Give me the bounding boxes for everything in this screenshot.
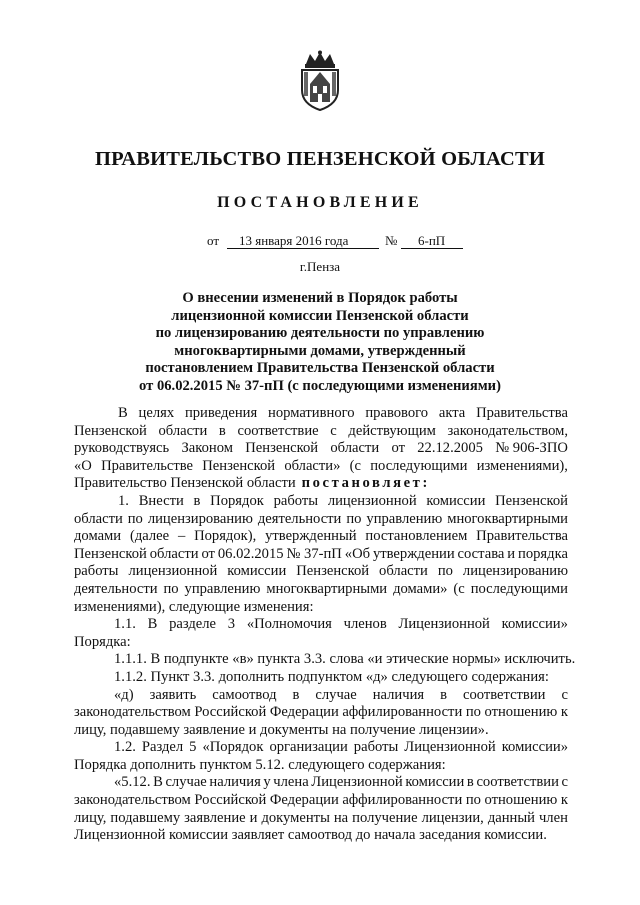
word: лицензированию — [462, 563, 568, 580]
word: домами» — [393, 580, 448, 597]
word: Внести — [138, 492, 184, 509]
word: лицензионной — [128, 563, 218, 580]
text-line — [74, 581, 568, 599]
word: (с — [453, 580, 465, 597]
heading-line: постановлением Правительства Пензенской области — [145, 360, 495, 377]
coat-of-arms-emblem — [296, 50, 344, 112]
paragraph-text: лицу, подавшему заявление и документы на получение лицензии». — [74, 721, 489, 738]
word: целях — [138, 405, 175, 421]
word: организации — [269, 739, 348, 756]
heading-line: по лицензированию деятельности по управлению — [155, 325, 485, 342]
word: Пензенской — [74, 422, 147, 439]
word: деятельности — [74, 580, 158, 597]
word: Правительства — [476, 528, 568, 545]
word: домами — [74, 528, 122, 545]
paragraph-text: 1.1.1. В подпункте «в» пункта 3.3. слова «и этические нормы» исключить. — [114, 651, 576, 668]
word: разделе — [169, 616, 217, 633]
word: нормативного — [268, 405, 355, 421]
word: законодательством, — [447, 422, 568, 439]
word: по — [127, 510, 143, 527]
word: соответствие — [237, 422, 319, 439]
word: области — [330, 440, 380, 457]
word: заявление — [184, 809, 246, 826]
heading-line: многоквартирными домами, утвержденный — [174, 342, 466, 359]
word: к — [560, 704, 568, 721]
text-line — [74, 827, 568, 845]
word: законодательством — [74, 792, 191, 809]
word: получение — [352, 809, 418, 826]
document-body — [74, 405, 576, 845]
text-line — [74, 792, 568, 810]
word: «5.12. — [114, 774, 151, 791]
word: 1.2. — [114, 739, 136, 756]
word: и — [249, 809, 258, 826]
word: Федерации — [269, 792, 339, 809]
text-line — [74, 546, 568, 564]
text-line — [74, 739, 568, 757]
text-line — [74, 458, 568, 476]
heading-line: лицензионной комиссии Пензенской области — [171, 307, 469, 324]
text-line — [74, 687, 568, 705]
word: комиссии» — [501, 739, 568, 756]
word: области — [158, 422, 208, 439]
word: Пензенской — [296, 563, 370, 580]
word: Законом — [181, 440, 233, 457]
government-name: ПРАВИТЕЛЬСТВО ПЕНЗЕНСКОЙ ОБЛАСТИ — [95, 148, 545, 170]
word: отношению — [484, 792, 558, 809]
word: работы — [273, 492, 319, 509]
heading-line: О внесении изменений в Порядок работы — [182, 290, 458, 306]
word: управлению — [366, 510, 443, 527]
heading-line: от 06.02.2015 № 37-пП (с последующими изменениями) — [139, 377, 501, 394]
document-type: ПОСТАНОВЛЕНИЕ — [217, 194, 423, 211]
text-line — [74, 599, 568, 617]
text-line — [74, 440, 568, 458]
word: в — [193, 492, 201, 509]
word: 1. — [118, 492, 129, 509]
word: у — [263, 774, 271, 791]
word: последующими — [470, 580, 568, 597]
word: наличия — [209, 774, 261, 791]
word: акта — [438, 405, 466, 421]
word: Правительстве — [101, 457, 194, 474]
word: (с — [349, 457, 361, 474]
paragraph-text: Лицензионной комиссии заявляет самоотвод до начала заседания комиссии. — [74, 827, 547, 844]
word: многоквартирными — [266, 580, 388, 597]
text-line — [74, 757, 568, 775]
word: по — [437, 563, 453, 580]
word: от — [391, 440, 405, 457]
word: Пензенской — [202, 457, 276, 474]
text-line — [74, 669, 568, 687]
word: к — [560, 792, 568, 809]
word: области — [74, 510, 123, 527]
word: порядка — [518, 545, 568, 562]
number-sign: № — [385, 233, 398, 248]
document-number: 6-пП — [418, 233, 446, 248]
word: наличия — [372, 686, 425, 703]
word: Порядок — [210, 492, 264, 509]
word: В — [153, 774, 163, 791]
word: Правительства — [476, 405, 568, 421]
word: «Порядок — [202, 739, 264, 756]
city: г.Пенза — [299, 259, 341, 274]
word: комиссии — [227, 563, 287, 580]
word: – — [177, 528, 186, 545]
word: подавшему — [110, 809, 181, 826]
word: по — [465, 704, 481, 721]
word: и — [507, 545, 516, 562]
word: Пензенской — [245, 440, 319, 457]
word: лицензии, — [421, 809, 484, 826]
word: В — [118, 405, 128, 421]
word: руководствуясь — [74, 440, 170, 457]
word: 22.12.2005 — [417, 440, 483, 457]
paragraph-text: Порядка дополнить пунктом 5.12. следующего содержания: — [74, 756, 446, 773]
word: с — [330, 422, 337, 439]
word: изменениями), — [476, 457, 568, 474]
word: постановлением — [365, 528, 468, 545]
word: лицу, — [74, 809, 107, 826]
word: № 906-ЗПО — [495, 440, 568, 457]
word: «О — [74, 457, 92, 474]
word: документы — [261, 809, 330, 826]
text-line — [74, 493, 568, 511]
word: комиссии — [405, 774, 465, 791]
paragraph-text: 1.1.2. Пункт 3.3. дополнить подпунктом «д» следующего содержания: — [114, 668, 549, 685]
word: комиссии — [426, 492, 486, 509]
word: № 37-пП — [286, 545, 342, 562]
word: Федерации — [269, 704, 339, 721]
word: на — [333, 809, 349, 826]
word: многоквартирными — [447, 510, 568, 527]
word: аффилированности — [342, 792, 463, 809]
word: Пензенской — [495, 492, 568, 509]
word: утверждении — [372, 545, 455, 562]
word: комиссии» — [501, 616, 568, 633]
word: «д) — [114, 686, 134, 703]
word: членов — [343, 616, 387, 633]
word: законодательством — [74, 704, 191, 721]
text-line — [74, 405, 568, 423]
number-underline — [401, 248, 463, 249]
text-line — [74, 423, 568, 441]
word: с — [561, 774, 568, 791]
word: Российской — [194, 704, 267, 721]
word: от — [201, 545, 215, 562]
word: действующим — [348, 422, 436, 439]
decree-keyword: постановляет: — [301, 475, 430, 492]
word: деятельности — [257, 510, 342, 527]
word: Российской — [194, 792, 267, 809]
text-line — [74, 528, 568, 546]
word: утвержденный — [265, 528, 357, 545]
word: приведения — [184, 405, 258, 421]
word: аффилированности — [342, 704, 463, 721]
word: «Полномочия — [246, 616, 332, 633]
word: соответствии — [476, 774, 559, 791]
word: самоотвод — [212, 686, 277, 703]
word: области — [149, 545, 199, 562]
resolution-heading — [90, 290, 550, 396]
paragraph-text: Правительство Пензенской области — [74, 475, 296, 492]
word: по — [465, 792, 481, 809]
text-line — [74, 563, 568, 581]
word: области — [379, 563, 428, 580]
word: управлению — [184, 580, 261, 597]
word: Порядок), — [194, 528, 257, 545]
word: Лицензионной — [404, 739, 496, 756]
word: данный — [487, 809, 535, 826]
word: работы — [74, 563, 119, 580]
word: члена — [273, 774, 309, 791]
paragraph-text: изменениями), следующие изменения: — [74, 598, 314, 615]
word: «Об — [344, 545, 371, 562]
word: области» — [284, 457, 341, 474]
word: заявить — [149, 686, 197, 703]
document-date: 13 января 2016 года — [239, 233, 349, 248]
word: работы — [353, 739, 399, 756]
word: 1.1. — [114, 616, 136, 633]
word: случае — [315, 686, 357, 703]
word: лицензионной — [327, 492, 417, 509]
word: по — [346, 510, 362, 527]
text-line — [74, 810, 568, 828]
word: Раздел — [141, 739, 184, 756]
date-prefix: от — [207, 233, 220, 248]
word: Лицензионной — [311, 774, 403, 791]
text-line — [74, 651, 576, 669]
word: соответствии — [462, 686, 546, 703]
paragraph-text: Порядка: — [74, 633, 131, 650]
text-line — [74, 475, 568, 493]
word: 3 — [227, 616, 236, 633]
word: (далее — [129, 528, 170, 545]
word: лицензированию — [147, 510, 253, 527]
word: в — [466, 774, 474, 791]
word: с — [561, 686, 568, 703]
word: последующими — [370, 457, 468, 474]
word: член — [538, 809, 568, 826]
word: Лицензионной — [398, 616, 490, 633]
word: в — [440, 686, 447, 703]
text-line — [74, 511, 568, 529]
date-underline — [227, 248, 379, 249]
word: В — [147, 616, 158, 633]
text-line — [74, 634, 568, 652]
word: Пензенской — [74, 545, 147, 562]
word: состава — [457, 545, 505, 562]
text-line — [74, 704, 568, 722]
text-line — [74, 722, 568, 740]
word: в — [292, 686, 300, 703]
text-line — [74, 774, 568, 792]
word: отношению — [484, 704, 558, 721]
word: в — [218, 422, 226, 439]
date-number-line — [205, 233, 475, 251]
word: 06.02.2015 — [217, 545, 284, 562]
word: правового — [365, 405, 429, 421]
text-line — [74, 616, 568, 634]
word: случае — [165, 774, 207, 791]
word: 5 — [189, 739, 197, 756]
word: по — [163, 580, 179, 597]
